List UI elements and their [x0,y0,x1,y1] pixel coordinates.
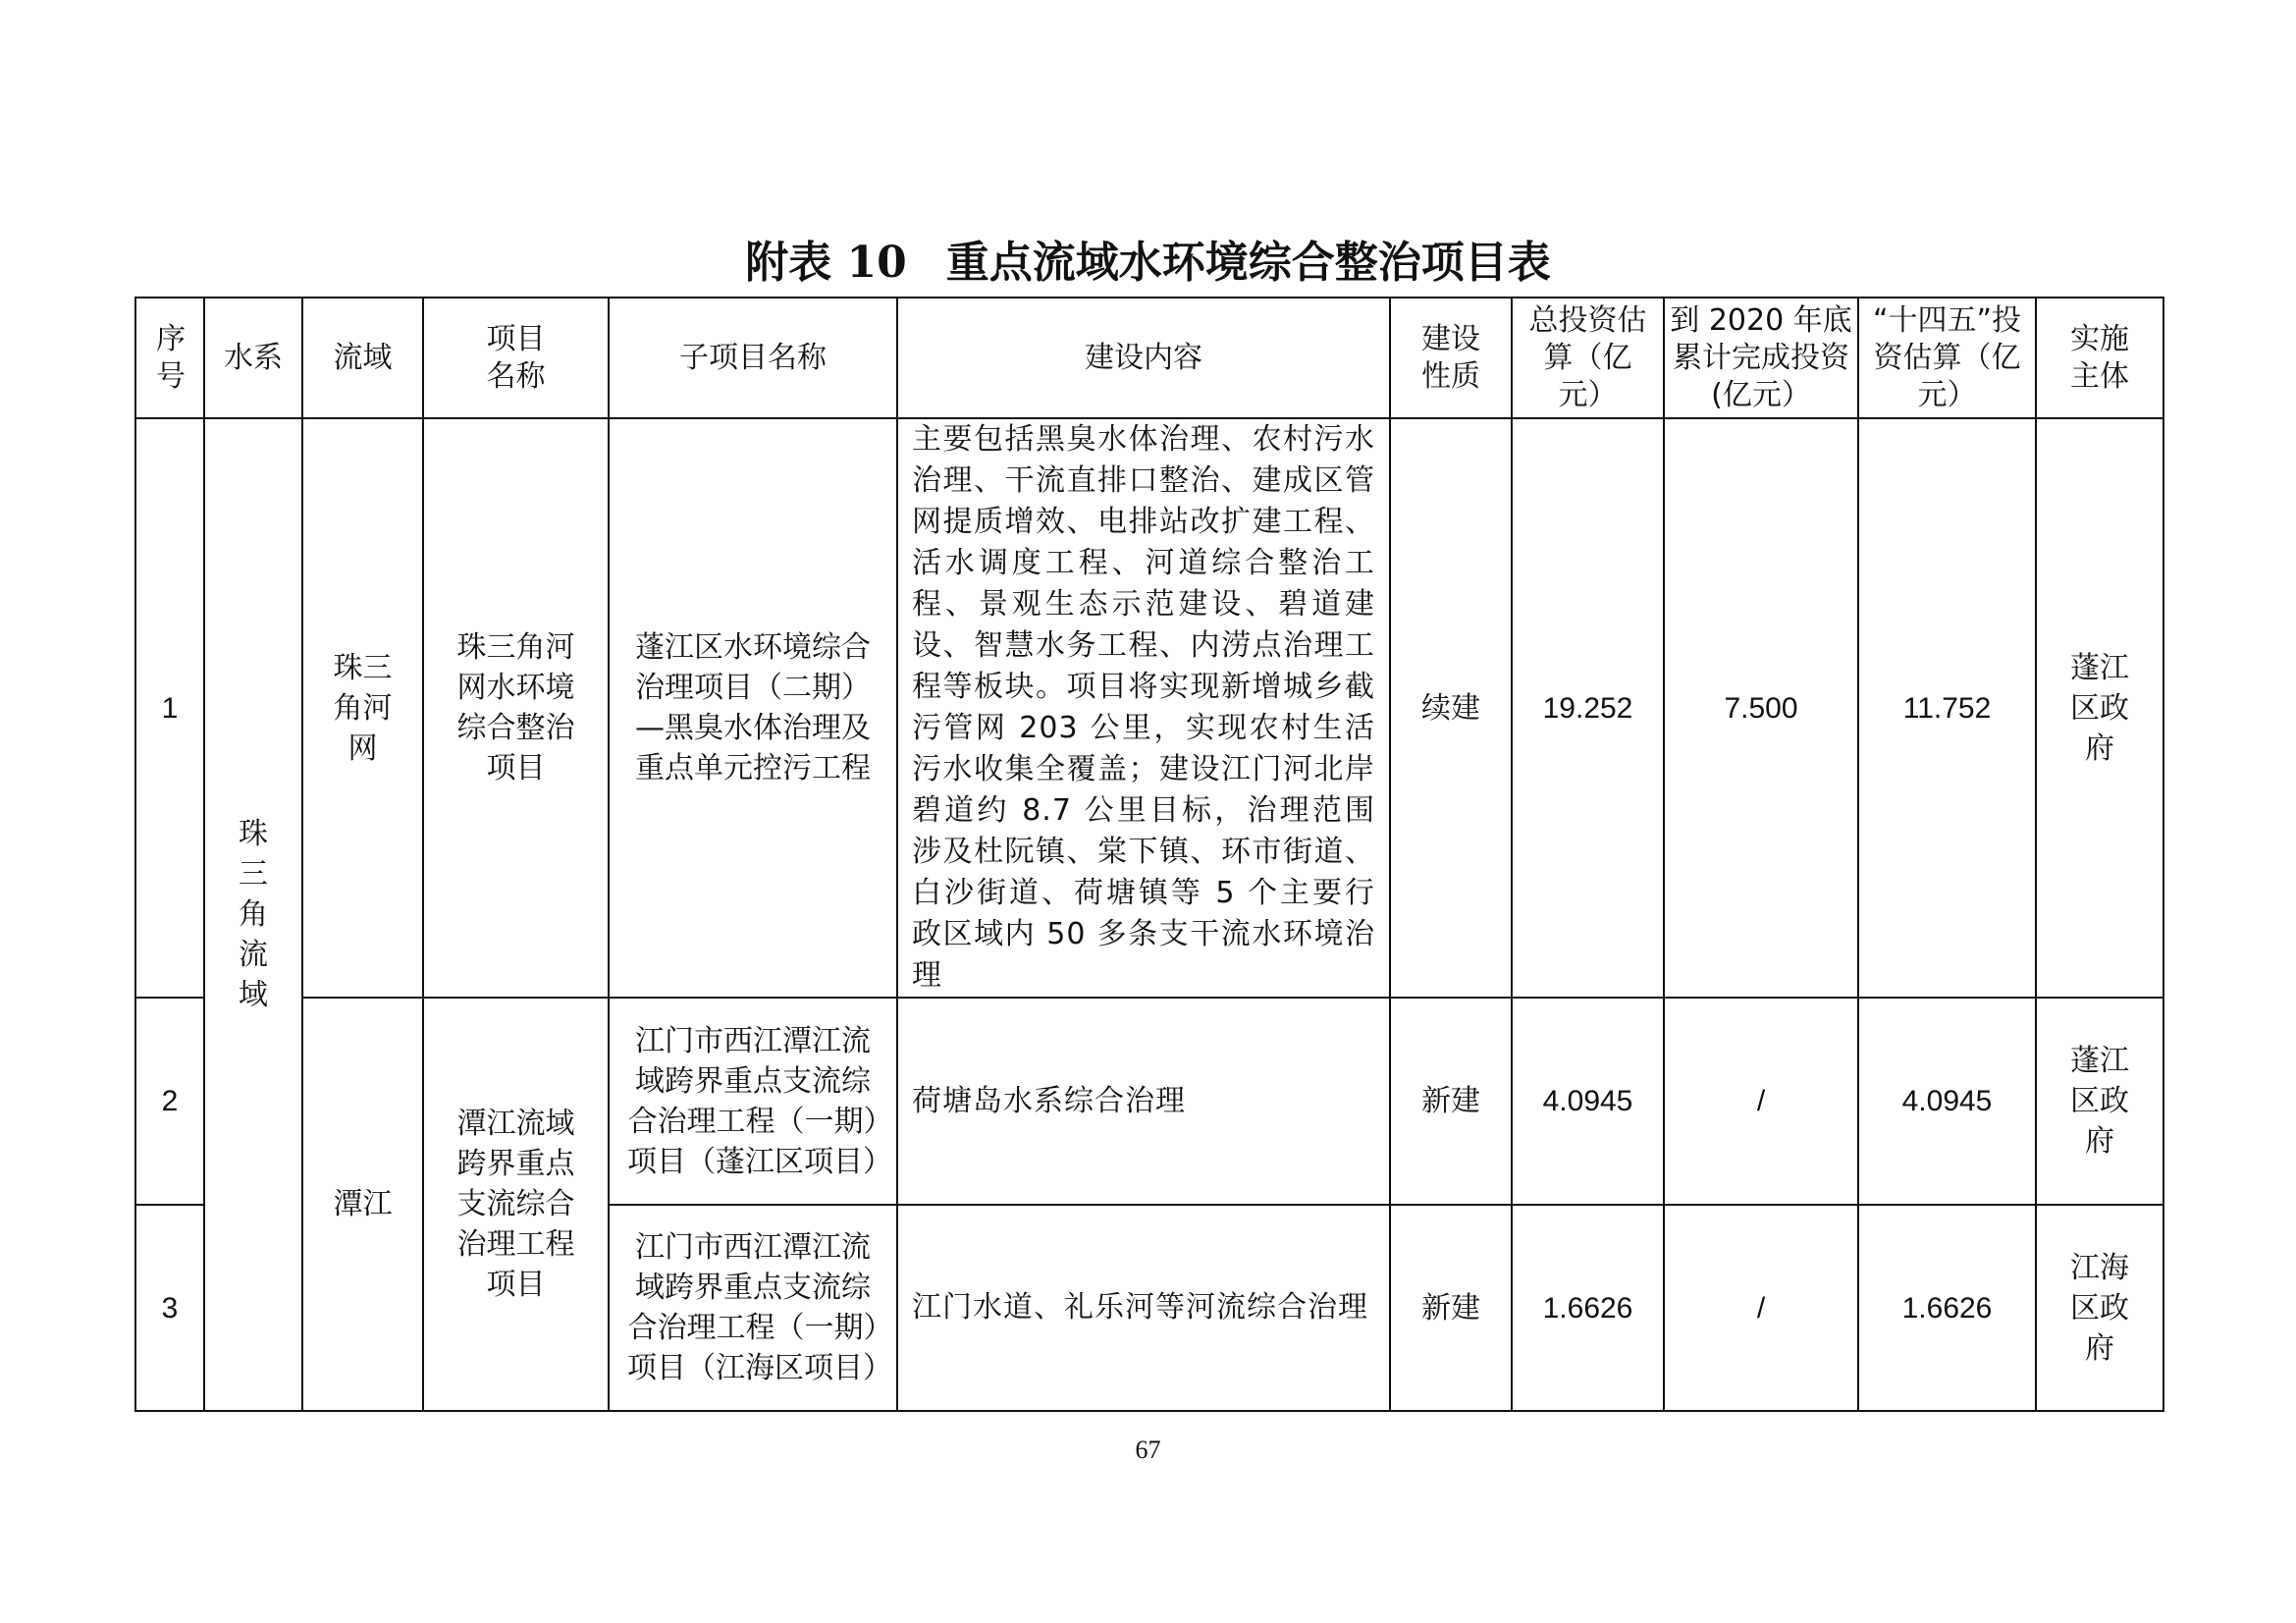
header-project-name: 项目名称 [423,298,609,418]
header-fourteenth-plan: “十四五”投资估算（亿元） [1858,298,2036,418]
table-title [0,232,2296,295]
row-seq: 3 [135,1205,204,1411]
header-row [135,298,2163,418]
water-system-cell: 珠三角流域 [204,418,302,1411]
header-completed-2020: 到 2020 年底累计完成投资(亿元） [1664,298,1858,418]
plan-cell: 4.0945 [1858,998,2036,1205]
table-title-text: 重点流域水环境综合整治项目表 [945,238,1551,288]
content-cell: 江门水道、礼乐河等河流综合治理 [897,1205,1390,1411]
completed-cell: 7.500 [1664,418,1858,998]
header-implementer: 实施主体 [2036,298,2163,418]
header-nature: 建设性质 [1390,298,1512,418]
nature-cell: 新建 [1390,1205,1512,1411]
content-cell: 荷塘岛水系综合治理 [897,998,1390,1205]
plan-cell: 11.752 [1858,418,2036,998]
plan-cell: 1.6626 [1858,1205,2036,1411]
basin-cell: 潭江 [302,998,423,1411]
completed-cell: / [1664,998,1858,1205]
implementer-cell: 江海区政府 [2036,1205,2163,1411]
nature-cell: 续建 [1390,418,1512,998]
header-content: 建设内容 [897,298,1390,418]
row-seq: 1 [135,418,204,998]
project-table [134,297,2164,1412]
basin-cell: 珠三角河网 [302,418,423,998]
sub-project-cell: 江门市西江潭江流域跨界重点支流综合治理工程（一期）项目（蓬江区项目） [609,998,897,1205]
project-name-cell: 潭江流域跨界重点支流综合治理工程项目 [423,998,609,1411]
nature-cell: 新建 [1390,998,1512,1205]
header-sub-project: 子项目名称 [609,298,897,418]
page-number: 67 [1135,1435,1161,1464]
implementer-cell: 蓬江区政府 [2036,418,2163,998]
table-number: 附表 10 [745,238,907,288]
table-row [135,998,2163,1205]
header-seq: 序号 [135,298,204,418]
total-investment-cell: 1.6626 [1512,1205,1664,1411]
header-water-system: 水系 [204,298,302,418]
sub-project-cell: 江门市西江潭江流域跨界重点支流综合治理工程（一期）项目（江海区项目） [609,1205,897,1411]
completed-cell: / [1664,1205,1858,1411]
project-name-cell: 珠三角河网水环境综合整治项目 [423,418,609,998]
header-total-investment: 总投资估算（亿元） [1512,298,1664,418]
implementer-cell: 蓬江区政府 [2036,998,2163,1205]
header-basin: 流域 [302,298,423,418]
sub-project-cell: 蓬江区水环境综合治理项目（二期）—黑臭水体治理及重点单元控污工程 [609,418,897,998]
content-cell: 主要包括黑臭水体治理、农村污水治理、干流直排口整治、建成区管网提质增效、电排站改扩建工程、活水调度工程、河道综合整治工程、景观生态示范建设、碧道建设、智慧水务工程、内涝点治理工程等板块。项目将实现新增城乡截污管网 203 公里，实现农村生活污水收集全覆盖；建设江门河北岸碧道约 8.7 公里目标，治理范围涉及杜阮镇、棠下镇、环市街道、白沙街道、荷塘镇等 5 个主要行政区域内 50 多条支干流水环境治理 [897,418,1390,998]
row-seq: 2 [135,998,204,1205]
total-investment-cell: 4.0945 [1512,998,1664,1205]
total-investment-cell: 19.252 [1512,418,1664,998]
table-row [135,418,2163,998]
